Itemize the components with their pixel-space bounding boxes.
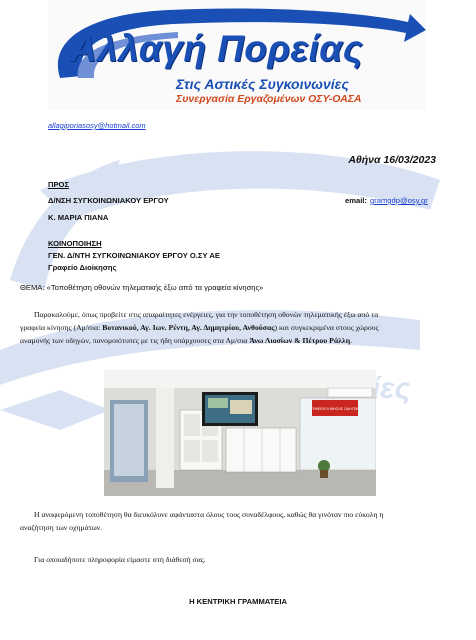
p2-line-1: Η αναφερόμενη τοποθέτηση θα διευκόλυνε αφάνταστα όλους τους συναδέλφους, καθώς θα γινόταν πιο εύκολη η (34, 510, 384, 519)
subject-label: ΘΕΜΑ: (20, 283, 45, 292)
photo-sign-text: ΓΡΑΦΕΙΟ ΚΙΝΗΣΗΣ ΟΔΗΓΩΝ (310, 407, 360, 411)
p1-line-3-c: . (350, 336, 352, 345)
recipient-email-link[interactable]: gramgdp@osy.gr (370, 196, 428, 205)
email-label: email: (345, 196, 367, 205)
paragraph-2 (20, 508, 464, 534)
existing-depots-bold: Άνω Λιοσίων & Πέτρου Ράλλη (249, 336, 351, 345)
subject-text: «Τοποθέτηση οθονών τηλεματικής έξω από τα γραφεία κίνησης» (46, 283, 264, 292)
p1-line-1: Παρακαλούμε, όπως προβείτε στις απαραίτητες ενέργειες, για την τοποθέτηση οθονών τηλεματικής έξω από τα (34, 310, 379, 319)
to-department: Δ/ΝΣΗ ΣΥΓΚΟΙΝΩΝΙΑΚΟΥ ΕΡΓΟΥ (48, 196, 169, 205)
to-person: Κ. ΜΑΡΙΑ ΠΙΑΝΑ (48, 213, 109, 222)
depot-list-bold: Βοτανικού, Αγ. Ιων. Ρέντη, Αγ. Δημητρίου, Ανθούσας (102, 323, 275, 332)
signature: Η ΚΕΝΤΡΙΚΗ ΓΡΑΜΜΑΤΕΙΑ (189, 597, 287, 606)
logo-tagline: Συνεργασία Εργαζομένων ΟΣΥ-ΟΑΣΑ (176, 93, 362, 105)
paragraph-3: Για οποιαδήποτε πληροφορία είμαστε στη διάθεσή σας. (34, 555, 206, 564)
document-date: Αθήνα 16/03/2023 (348, 154, 436, 166)
cc-label: ΚΟΙΝΟΠΟΙΗΣΗ (48, 239, 102, 248)
contact-email-link[interactable]: allagiporiasosy@hotmail.com (48, 121, 146, 130)
cc-line-2: Γραφείο Διοίκησης (48, 263, 117, 272)
paragraph-1 (20, 308, 464, 347)
p1-line-3 (20, 334, 464, 347)
logo-banner (48, 0, 426, 110)
cc-line-1: ΓΕΝ. Δ/ΝΤΗ ΣΥΓΚΟΙΝΩΝΙΑΚΟΥ ΕΡΓΟΥ Ο.ΣΥ ΑΕ (48, 251, 220, 260)
p1-line-2 (20, 321, 464, 334)
logo-subtitle: Στις Αστικές Συγκοινωνίες (176, 76, 349, 92)
subject-line (20, 283, 263, 292)
depot-photo (104, 370, 376, 496)
p2-line-2: αναζήτηση των οχημάτων. (20, 523, 103, 532)
p1-line-2-c: ) και συγκεκριμένα στους χώρους (274, 323, 379, 332)
to-label: ΠΡΟΣ (48, 180, 70, 189)
p1-line-2-a: γραφεία κίνησης (Αμ/σια: (20, 323, 103, 332)
logo-title: Αλλαγή Πορείας (70, 28, 363, 69)
p1-line-3-a: αναμονής των οδηγών, πανομοιότυπες με τις ήδη υπάρχουσες στα Αμ/σια (20, 336, 250, 345)
